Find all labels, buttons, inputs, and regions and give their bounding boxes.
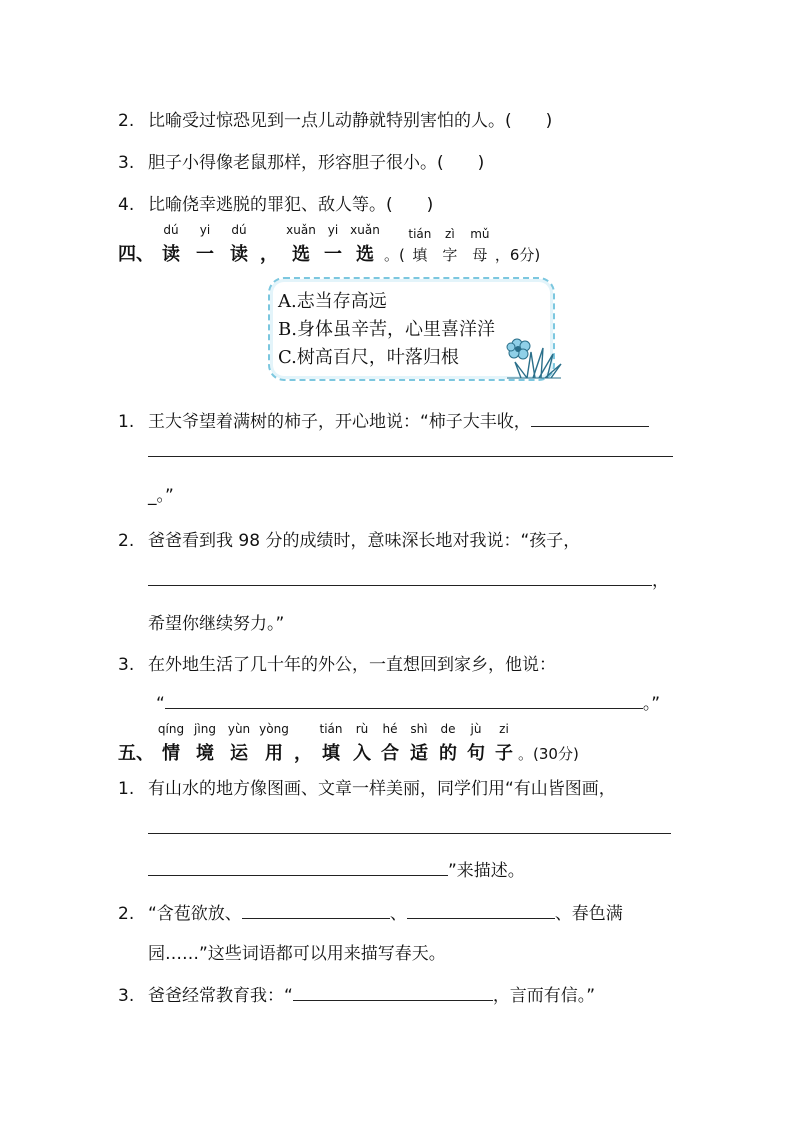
option-a: A.志当存高远 xyxy=(278,291,387,312)
question-item xyxy=(118,190,433,215)
section-prefix: 四、 xyxy=(118,244,154,265)
ruby-word: hé 合 xyxy=(381,722,399,764)
answer-blank[interactable] xyxy=(531,412,649,427)
ruby-word: ， xyxy=(294,743,312,764)
answer-blank[interactable] xyxy=(293,986,493,1001)
question-item xyxy=(118,650,556,675)
ruby-word: rù 入 xyxy=(353,722,371,764)
answer-line: ， xyxy=(148,566,669,591)
ruby-word: ， xyxy=(260,244,278,265)
ruby-word: yi 一 xyxy=(196,223,214,265)
answer-blank[interactable] xyxy=(242,904,390,919)
question-text: 比喻受过惊恐见到一点儿动静就特别害怕的人。( xyxy=(148,111,512,131)
ruby-word: zi 子 xyxy=(495,722,513,764)
ruby-word: yùn 运 xyxy=(227,722,251,764)
paren-close: ) xyxy=(426,195,434,215)
section-prefix: 五、 xyxy=(118,743,154,764)
ruby-word: yi 一 xyxy=(324,223,342,265)
question-number: 3. xyxy=(118,153,135,173)
ruby-word: shì 适 xyxy=(410,722,428,764)
question-end: _。” xyxy=(148,486,174,506)
question-number: 3. xyxy=(118,986,135,1006)
ruby-word: dú 读 xyxy=(230,223,248,265)
question-continuation: 希望你继续努力。” xyxy=(148,614,285,634)
question-item xyxy=(118,774,616,799)
ruby-word: jù 句 xyxy=(467,722,485,764)
ruby-word: qíng 情 xyxy=(157,722,185,764)
question-number: 2. xyxy=(118,904,135,924)
answer-blank[interactable] xyxy=(148,571,652,586)
question-item: 2. “含苞欲放、 、 、春色满 xyxy=(118,904,623,924)
question-number: 4. xyxy=(118,195,135,215)
question-continuation: 园……”这些词语都可以用来描写春天。 xyxy=(148,944,446,964)
question-item xyxy=(118,106,552,131)
question-text: 胆子小得像老鼠那样，形容胆子很小。( xyxy=(148,153,444,173)
question-number: 2. xyxy=(118,531,135,551)
answer-blank[interactable] xyxy=(148,819,671,834)
ruby-word: de 的 xyxy=(439,722,457,764)
question-item: 3. 爸爸经常教育我：“ ，言而有信。” xyxy=(118,986,596,1006)
answer-blank[interactable] xyxy=(148,442,673,457)
question-text: 爸爸看到我 98 分的成绩时，意味深长地对我说：“孩子， xyxy=(148,531,581,551)
question-number: 3. xyxy=(118,655,135,675)
ruby-word: zì 字 xyxy=(442,227,458,264)
ruby-word: jìng 境 xyxy=(194,722,216,764)
question-item xyxy=(118,148,484,173)
question-item xyxy=(118,407,649,432)
question-text: 比喻侥幸逃脱的罪犯、敌人等。( xyxy=(148,195,393,215)
answer-line: “ 。” xyxy=(156,694,661,714)
question-number: 1. xyxy=(118,412,135,432)
paren-close: ) xyxy=(477,153,485,173)
section-note: 。(30分) xyxy=(518,745,579,763)
question-number: 2. xyxy=(118,111,135,131)
question-text: 王大爷望着满树的柿子，开心地说：“柿子大丰收， xyxy=(148,412,531,432)
question-item xyxy=(118,526,580,551)
ruby-word: dú 读 xyxy=(162,223,180,265)
flower-plant-icon xyxy=(505,338,563,380)
question-number: 1. xyxy=(118,779,135,799)
ruby-word: yòng 用 xyxy=(259,722,289,764)
answer-blank[interactable] xyxy=(148,861,448,876)
question-text: 有山水的地方像图画、文章一样美丽，同学们用“有山皆图画， xyxy=(148,779,616,799)
ruby-word: xuǎn 选 xyxy=(286,223,316,265)
section-heading-4 xyxy=(118,223,541,266)
question-text: 在外地生活了几十年的外公，一直想回到家乡，他说： xyxy=(148,655,556,675)
paren-close: ) xyxy=(545,111,553,131)
answer-line: ”来描述。 xyxy=(148,856,525,881)
ruby-word: mǔ 母 xyxy=(470,227,490,264)
section-note: 。( tián 填 zì 字 mǔ 母 ，6分) xyxy=(384,227,541,264)
section-heading-5 xyxy=(118,722,579,765)
option-b: B.身体虽辛苦，心里喜洋洋 xyxy=(278,319,495,340)
ruby-word: tián 填 xyxy=(408,227,432,264)
answer-blank[interactable] xyxy=(407,904,555,919)
option-c: C.树高百尺，叶落归根 xyxy=(278,347,459,368)
answer-blank[interactable] xyxy=(165,694,643,709)
ruby-word: tián 填 xyxy=(319,722,343,764)
ruby-word: xuǎn 选 xyxy=(350,223,380,265)
